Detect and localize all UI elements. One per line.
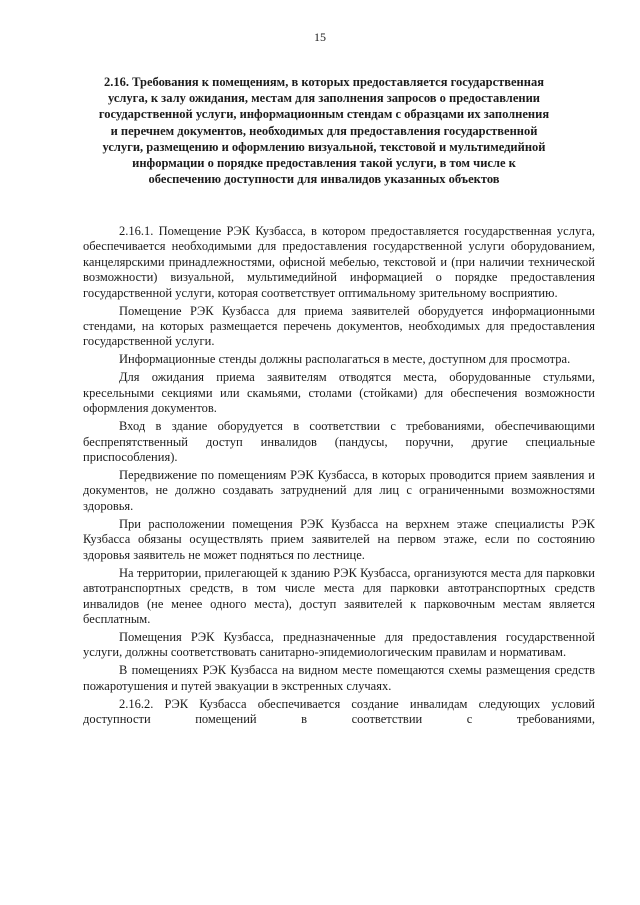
paragraph-info-stands: Помещение РЭК Кузбасса для приема заявителей оборудуется информационными стендами, на которых размещается перечень документов, необходимых для предоставления государственной услуги. (83, 303, 595, 349)
page-number: 15 (314, 30, 326, 44)
paragraph-parking: На территории, прилегающей к зданию РЭК Кузбасса, организуются места для парковки автотранспортных средств, в том числе места для парковки автотранспортных средств инвалидов (не менее одного места), доступ заявителей к парковочным местам является бесплатным. (83, 565, 595, 626)
paragraph-fire-schemes: В помещениях РЭК Кузбасса на видном месте помещаются схемы размещения средств пожаротушения и путей эвакуации в экстренных случаях. (83, 663, 595, 693)
paragraph-sanitary: Помещения РЭК Кузбасса, предназначенные для предоставления государственной услуги, должны соответствовать санитарно-эпидемиологическим правилам и нормативам. (83, 629, 595, 660)
paragraph-waiting-places: Для ожидания приема заявителям отводятся места, оборудованные стульями, кресельными секциями или скамьями, столами (стойками) для обеспечения возможности оформления документов. (83, 370, 595, 416)
section-heading: 2.16. Требования к помещениям, в которых предоставляется государственная услуга, к залу ожидания, местам для заполнения запросов о предоставлении государственной услуги, информационным стендам с образцами их заполнения и перечнем документов, необходимых для предоставления государственной услуги, размещению и оформлению визуальной, текстовой и мультимедийной информации о порядке предоставления такой услуги, в том числе к обеспечению доступности для инвалидов указанных объектов (98, 75, 550, 187)
paragraph-upper-floor: При расположении помещения РЭК Кузбасса на верхнем этаже специалисты РЭК Кузбасса обязаны осуществлять прием заявителей на первом этаже, если по состоянию здоровья заявитель не может подняться по лестнице. (83, 516, 595, 562)
paragraph-movement: Передвижение по помещениям РЭК Кузбасса, в которых проводится прием заявления и документов, не должно создавать затруднений для лиц с ограниченными возможностями здоровья. (83, 468, 595, 513)
paragraph-building-entrance: Вход в здание оборудуется в соответствии с требованиями, обеспечивающими беспрепятственный доступ инвалидов (пандусы, поручни, другие специальные приспособления). (83, 419, 595, 465)
paragraph-stands-location: Информационные стенды должны располагаться в месте, доступном для просмотра. (119, 352, 571, 367)
section-body (83, 224, 595, 730)
paragraph-2-16-1: 2.16.1. Помещение РЭК Кузбасса, в котором предоставляется государственная услуга, обеспечивается необходимыми для предоставления государственной услуги оборудованием, канцелярскими принадлежностями, офисной мебелью, текстовой и (при наличии технической возможности) визуальной, мультимедийной информацией о порядке предоставления государственной услуги, которая соответствует оптимальному зрительному восприятию. (83, 224, 595, 300)
paragraph-2-16-2: 2.16.2. РЭК Кузбасса обеспечивается создание инвалидам следующих условий доступности помещений в соответствии с требованиями, (83, 696, 595, 727)
